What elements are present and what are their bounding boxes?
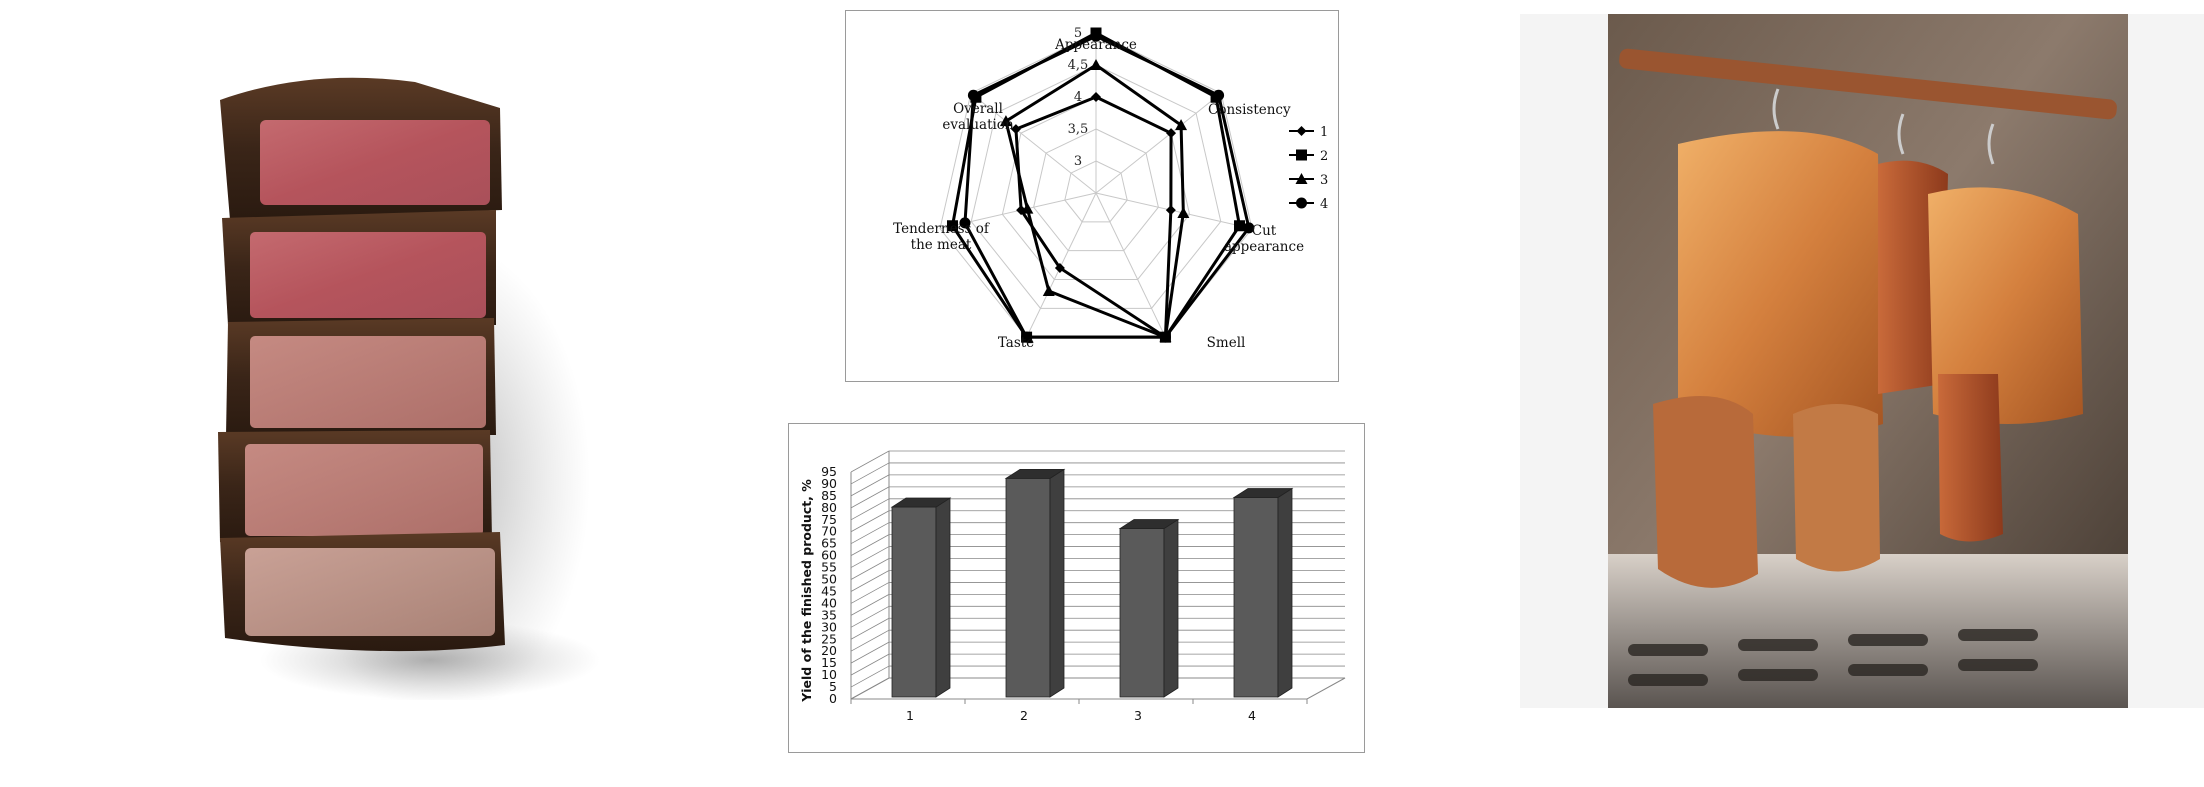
- bar-grid-diagonal: [851, 594, 889, 615]
- bar-grid-diagonal: [851, 463, 889, 484]
- bar-1: [892, 498, 950, 697]
- bar-y-tick-label: 10: [821, 667, 837, 683]
- bar-grid-diagonal: [851, 511, 889, 532]
- radar-point: [1166, 205, 1176, 215]
- radar-axis-label: [1054, 37, 1137, 53]
- bar-grid-diagonal: [851, 535, 889, 556]
- bar-y-tick-label: 55: [821, 559, 837, 575]
- legend-label: 1: [1320, 125, 1329, 140]
- bar-y-tick-label: 45: [821, 583, 837, 599]
- radar-point: [1213, 90, 1224, 101]
- radar-tick-label: 4,5: [1067, 58, 1089, 73]
- bar-category-label: 1: [906, 708, 914, 723]
- bar-face: [1006, 478, 1050, 697]
- bar-y-tick-label: 40: [821, 595, 837, 611]
- bar-side: [1278, 489, 1292, 697]
- legend-label: 4: [1320, 197, 1329, 212]
- radar-tick-label: 3,5: [1067, 122, 1089, 137]
- bar-2: [1006, 469, 1064, 697]
- bar-grid-diagonal: [851, 654, 889, 675]
- radar-axis-label-line: Overall: [953, 101, 1003, 117]
- bar-grid-diagonal: [851, 499, 889, 520]
- radar-point: [968, 90, 979, 101]
- radar-tick-label: 3: [1073, 154, 1083, 169]
- radar-chart: [845, 10, 1339, 382]
- bar-y-tick-label: 60: [821, 547, 837, 563]
- bar-y-tick-label: 15: [821, 655, 837, 671]
- bar-grid-diagonal: [851, 642, 889, 663]
- bar-y-tick-label: 70: [821, 523, 837, 539]
- radar-axis-label-line: Smell: [1206, 335, 1246, 351]
- radar-tick-label: 5: [1073, 26, 1083, 41]
- bar-y-tick-label: 20: [821, 643, 837, 659]
- radar-point: [1043, 285, 1055, 296]
- smoked-meat-photo: [1608, 14, 2128, 708]
- legend-label: 2: [1320, 149, 1329, 164]
- bar-y-tick-label: 25: [821, 631, 837, 647]
- bar-grid-diagonal: [851, 570, 889, 591]
- bar-y-tick-label: 5: [829, 679, 837, 695]
- radar-axis-label-line: Tenderness of: [893, 221, 989, 237]
- radar-point: [1296, 150, 1307, 161]
- radar-axis-label: [1207, 335, 1246, 351]
- radar-point: [1166, 128, 1176, 138]
- bar-y-tick-label: 80: [821, 499, 837, 515]
- bar-grid-diagonal: [851, 451, 889, 472]
- radar-tick-label: 4: [1073, 90, 1083, 105]
- radar-axis-label: [942, 101, 1014, 133]
- bar-face: [1120, 529, 1164, 697]
- bar-side: [1164, 520, 1178, 697]
- radar-legend: [1289, 125, 1328, 212]
- bar-grid-diagonal: [851, 630, 889, 651]
- bar-grid-diagonal: [851, 606, 889, 627]
- radar-axis-label-line: Taste: [997, 335, 1035, 351]
- bar-face: [1234, 498, 1278, 697]
- radar-axis-label-line: evaluation: [942, 117, 1014, 133]
- bar-y-tick-label: 50: [821, 571, 837, 587]
- bar-grid-diagonal: [851, 618, 889, 639]
- bar-y-tick-label: 90: [821, 475, 837, 491]
- bar-y-tick-label: 75: [821, 511, 837, 527]
- bar-grid-diagonal: [851, 547, 889, 568]
- bar-side: [936, 498, 950, 697]
- bar-grid-diagonal: [851, 487, 889, 508]
- bar-4: [1234, 489, 1292, 697]
- bar-category-label: 4: [1248, 708, 1256, 723]
- radar-axis-label-line: appearance: [1223, 239, 1305, 255]
- bar-y-tick-label: 95: [821, 464, 837, 479]
- radar-axis-label: [1208, 102, 1291, 118]
- radar-series-1: [1011, 92, 1176, 342]
- bar-3: [1120, 520, 1178, 697]
- radar-point: [1296, 198, 1307, 209]
- bar-category-label: 3: [1134, 708, 1142, 723]
- legend-label: 3: [1320, 173, 1329, 188]
- steak-stack-image: [200, 60, 620, 700]
- radar-axis-label-line: Consistency: [1208, 102, 1291, 118]
- radar-axis-label-line: Cut: [1251, 223, 1277, 239]
- radar-axis-label: [893, 221, 990, 253]
- radar-point: [1297, 126, 1307, 136]
- bar-grid-diagonal: [851, 475, 889, 496]
- bar-grid-diagonal: [851, 559, 889, 580]
- radar-point: [1160, 332, 1171, 343]
- bar-category-label: 2: [1020, 708, 1028, 723]
- bar-y-tick-label: 30: [821, 619, 837, 635]
- bar-chart: [788, 423, 1365, 753]
- bar-y-tick-label: 65: [821, 535, 837, 551]
- bar-y-axis-label: Yield of the finished product, %: [799, 479, 814, 702]
- bar-y-tick-label: 35: [821, 607, 837, 623]
- radar-point: [1090, 59, 1102, 70]
- bar-face: [892, 507, 936, 697]
- bar-grid-diagonal: [851, 582, 889, 603]
- radar-axis-label: [998, 335, 1034, 351]
- bar-y-tick-label: 0: [829, 691, 837, 706]
- radar-point: [1234, 220, 1245, 231]
- radar-axis-label-line: Appearance: [1055, 37, 1137, 53]
- bar-side: [1050, 469, 1064, 697]
- bar-y-tick-label: 85: [821, 487, 837, 503]
- bar-grid-diagonal: [851, 523, 889, 544]
- radar-axis-label-line: the meat: [910, 237, 972, 253]
- bar-grid-diagonal: [851, 666, 889, 687]
- radar-point: [1091, 92, 1101, 102]
- radar-series-3: [1000, 59, 1189, 342]
